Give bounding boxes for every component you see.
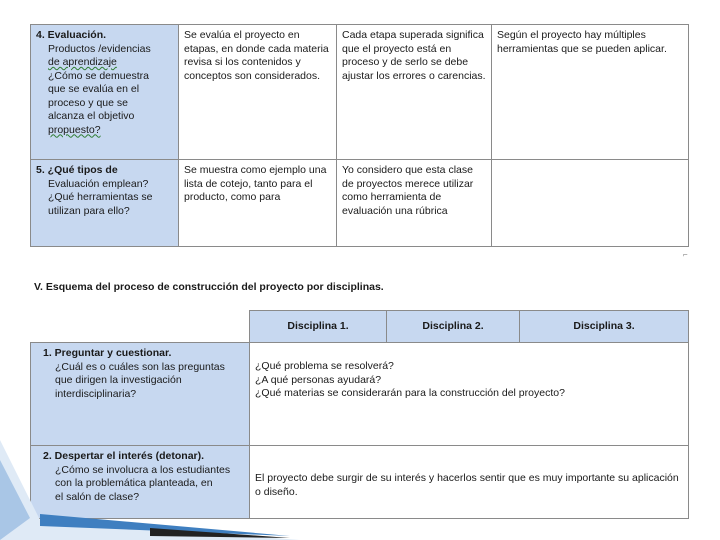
- label-line: con la problemática planteada, en: [55, 477, 213, 489]
- row-label-preguntar: [31, 343, 250, 446]
- row-label-tipos-evaluacion: [31, 160, 179, 247]
- row-title: 1. Preguntar y cuestionar.: [43, 347, 172, 359]
- section-heading: V. Esquema del proceso de construcción del proyecto por disciplinas.: [34, 281, 384, 293]
- label-line: Evaluación emplean?: [48, 177, 149, 190]
- evaluation-table: [30, 24, 689, 247]
- label-line: ¿Cómo se involucra a los estudiantes: [55, 463, 231, 476]
- slide-accent-decor: [0, 440, 300, 540]
- label-line: de aprendizaje: [48, 56, 117, 68]
- label-line: proceso y que se: [48, 96, 128, 109]
- content-line: ¿A qué personas ayudará?: [255, 373, 382, 386]
- header-disciplina-2: Disciplina 2.: [387, 311, 520, 343]
- label-line: el salón de clase?: [55, 490, 140, 503]
- table-row: [31, 343, 689, 446]
- corner-mark: ⌐: [683, 250, 688, 259]
- cell-text: Se muestra como ejemplo una lista de cotejo, tanto para el producto, como para: [179, 160, 337, 247]
- cell-text: Cada etapa superada significa que el proyecto está en proceso y de serlo se debe ajustar los errores o carencias.: [337, 25, 492, 160]
- label-line: propuesto?: [48, 123, 101, 136]
- label-line: que se evalúa en el: [48, 83, 140, 95]
- table-header-row: [31, 311, 689, 343]
- cell-text: Yo considero que esta clase de proyectos merece utilizar como herramienta de evaluación una rúbrica: [337, 160, 492, 247]
- header-disciplina-3: Disciplina 3.: [520, 311, 689, 343]
- label-line: ¿Cómo se demuestra: [48, 69, 149, 82]
- content-line: ¿Qué problema se resolverá?: [255, 360, 394, 372]
- label-line: que dirigen la investigación: [55, 374, 182, 386]
- label-line: interdisciplinaria?: [55, 387, 137, 400]
- label-line: ¿Cuál es o cuáles son las preguntas: [55, 360, 225, 373]
- label-line: alcanza el objetivo: [48, 110, 135, 122]
- header-disciplina-1: Disciplina 1.: [250, 311, 387, 343]
- row-title: 5. ¿Qué tipos de: [36, 164, 118, 176]
- table-row: [31, 160, 689, 247]
- cell-text: Según el proyecto hay múltiples herramientas que se pueden aplicar.: [492, 25, 689, 160]
- row-label-evaluacion: [31, 25, 179, 160]
- table-row: [31, 25, 689, 160]
- header-blank: [31, 311, 250, 343]
- row-title: 4. Evaluación.: [36, 29, 107, 41]
- content-line: ¿Qué materias se considerarán para la construcción del proyecto?: [255, 387, 565, 399]
- row-title: 2. Despertar el interés (detonar).: [43, 450, 205, 462]
- label-line: ¿Qué herramientas se: [48, 191, 153, 203]
- cell-text: [492, 160, 689, 247]
- label-line: Productos /evidencias: [48, 42, 151, 55]
- label-line: utilizan para ello?: [48, 204, 130, 217]
- merged-content-cell: El proyecto debe surgir de su interés y hacerlos sentir que es muy importante su aplicación o diseño.: [250, 446, 689, 519]
- merged-content-cell: [250, 343, 689, 446]
- cell-text: Se evalúa el proyecto en etapas, en donde cada materia revisa si los contenidos y conceptos son considerados.: [179, 25, 337, 160]
